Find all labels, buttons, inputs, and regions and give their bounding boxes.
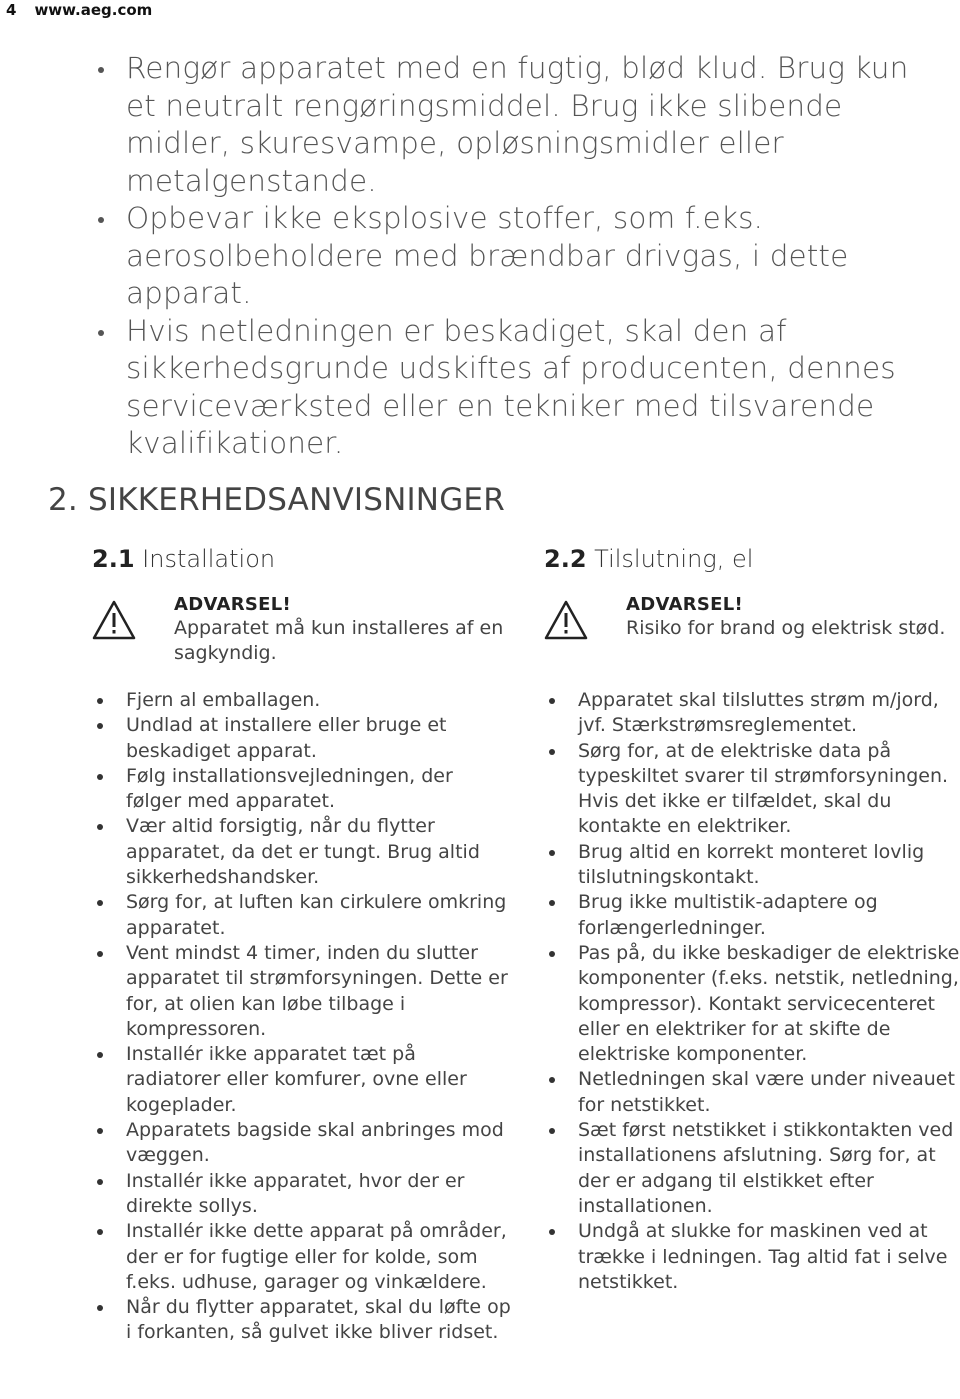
warning-label: ADVARSEL!	[174, 594, 292, 615]
installation-warning	[92, 594, 512, 672]
installation-title: Installation	[142, 545, 276, 573]
list-item: Installér ikke apparatet, hvor der er direkte sollys.	[92, 1169, 512, 1220]
intro-bullet-list	[92, 50, 932, 463]
list-item: Opbevar ikke eksplosive stoffer, som f.eks. aerosolbeholdere med brændbar drivgas, i dette apparat.	[92, 200, 932, 313]
installation-heading	[92, 542, 512, 576]
electrical-warning	[544, 594, 960, 672]
list-item: Installér ikke dette apparat på områder, der er for fugtige eller for kolde, som f.eks. udhuse, garager og vinkældere.	[92, 1219, 512, 1295]
electrical-column	[544, 542, 960, 1295]
list-item: Undlad at installere eller bruge et beskadiget apparat.	[92, 713, 512, 764]
list-item: Brug altid en korrekt monteret lovlig tilslutningskontakt.	[544, 840, 960, 891]
list-item: Rengør apparatet med en fugtig, blød klud. Brug kun et neutralt rengøringsmiddel. Brug ikke slibende midler, skuresvampe, opløsningsmidler eller metalgenstande.	[92, 50, 932, 200]
electrical-heading	[544, 542, 960, 576]
page-header	[6, 1, 152, 19]
list-item: Pas på, du ikke beskadiger de elektriske komponenter (f.eks. netstik, netledning, kompressor). Kontakt servicecenteret eller en elektriker for at skifte de elektriske komponenter.	[544, 941, 960, 1067]
warning-message: Risiko for brand og elektrisk stød.	[626, 617, 946, 639]
warning-message: Apparatet må kun installeres af en sagkyndig.	[174, 617, 504, 664]
list-item: Sørg for, at luften kan cirkulere omkring apparatet.	[92, 890, 512, 941]
site-url: www.aeg.com	[34, 1, 153, 19]
installation-number: 2.1	[92, 545, 135, 573]
electrical-title: Tilslutning, el	[594, 545, 754, 573]
list-item: Apparatet skal tilsluttes strøm m/jord, jvf. Stærkstrømsreglementet.	[544, 688, 960, 739]
list-item: Når du flytter apparatet, skal du løfte op i forkanten, så gulvet ikke bliver ridset.	[92, 1295, 512, 1346]
list-item: Netledningen skal være under niveauet for netstikket.	[544, 1067, 960, 1118]
electrical-number: 2.2	[544, 545, 587, 573]
page-number: 4	[6, 1, 17, 19]
warning-triangle-icon	[92, 600, 136, 640]
list-item: Apparatets bagside skal anbringes mod væggen.	[92, 1118, 512, 1169]
list-item: Vær altid forsigtig, når du flytter apparatet, da det er tungt. Brug altid sikkerhedshandsker.	[92, 814, 512, 890]
list-item: Installér ikke apparatet tæt på radiatorer eller komfurer, ovne eller kogeplader.	[92, 1042, 512, 1118]
list-item: Vent mindst 4 timer, inden du slutter apparatet til strømforsyningen. Dette er for, at olien kan løbe tilbage i kompressoren.	[92, 941, 512, 1042]
warning-triangle-icon	[544, 600, 588, 640]
list-item: Sørg for, at de elektriske data på typeskiltet svarer til strømforsyningen. Hvis det ikke er tilfældet, skal du kontakte en elektriker.	[544, 739, 960, 840]
list-item: Brug ikke multistik-adaptere og forlængerledninger.	[544, 890, 960, 941]
electrical-bullet-list	[544, 688, 960, 1295]
list-item: Fjern al emballagen.	[92, 688, 512, 713]
installation-bullet-list	[92, 688, 512, 1346]
section-title: 2. SIKKERHEDSANVISNINGER	[48, 482, 505, 518]
list-item: Undgå at slukke for maskinen ved at trække i ledningen. Tag altid fat i selve netstikket.	[544, 1219, 960, 1295]
list-item: Følg installationsvejledningen, der følger med apparatet.	[92, 764, 512, 815]
installation-column	[92, 542, 512, 1346]
warning-label: ADVARSEL!	[626, 594, 744, 615]
list-item: Sæt først netstikket i stikkontakten ved installationens afslutning. Sørg for, at der er adgang til elstikket efter installationen.	[544, 1118, 960, 1219]
list-item: Hvis netledningen er beskadiget, skal den af sikkerhedsgrunde udskiftes af producenten, dennes serviceværksted eller en tekniker med tilsvarende kvalifikationer.	[92, 313, 932, 463]
